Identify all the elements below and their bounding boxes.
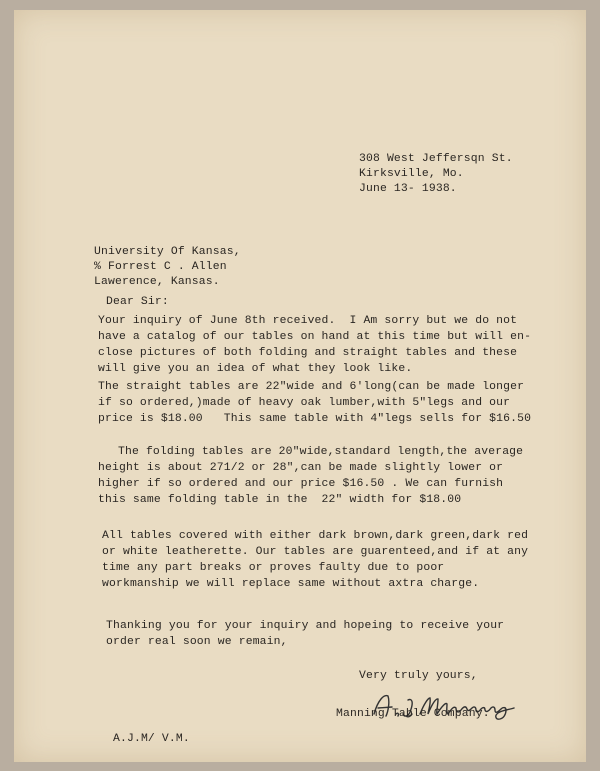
typist-initials: A.J.M/ V.M. xyxy=(113,733,190,745)
body-line: have a catalog of our tables on hand at this time but will en- xyxy=(98,331,532,343)
body-line: order real soon we remain, xyxy=(106,636,288,648)
body-line: Your inquiry of June 8th received. I Am sorry but we do not xyxy=(98,315,518,327)
company-name: Manning Table Company. xyxy=(336,708,490,720)
body-line: Thanking you for your inquiry and hopeing to receive your xyxy=(106,620,505,632)
body-line: close pictures of both folding and straight tables and these xyxy=(98,347,518,359)
body-line: The straight tables are 22"wide and 6'long(can be made longer xyxy=(98,381,525,393)
body-line: workmanship we will replace same without axtra charge. xyxy=(102,578,480,590)
body-line: time any part breaks or proves faulty due to poor xyxy=(102,562,445,574)
letter-page xyxy=(14,10,586,762)
body-line: if so ordered,)made of heavy oak lumber,with 5"legs and our xyxy=(98,397,511,409)
recipient-line: % Forrest C . Allen xyxy=(94,261,227,273)
recipient-line: Lawerence, Kansas. xyxy=(94,276,220,288)
salutation: Dear Sir: xyxy=(106,296,169,308)
body-line: The folding tables are 20"wide,standard length,the average xyxy=(118,446,524,458)
letter-date: June 13- 1938. xyxy=(359,183,457,195)
sender-address-line: Kirksville, Mo. xyxy=(359,168,464,180)
body-line: All tables covered with either dark brown,dark green,dark red xyxy=(102,530,529,542)
body-line: will give you an idea of what they look like. xyxy=(98,363,413,375)
body-line: height is about 271/2 or 28",can be made slightly lower or xyxy=(98,462,504,474)
recipient-line: University Of Kansas, xyxy=(94,246,241,258)
body-line: higher if so ordered and our price $16.50 . We can furnish xyxy=(98,478,504,490)
sender-address-line: 308 West Jeffersqn St. xyxy=(359,153,513,165)
body-line: price is $18.00 This same table with 4"legs sells for $16.50 xyxy=(98,413,532,425)
body-line: or white leatherette. Our tables are guarenteed,and if at any xyxy=(102,546,529,558)
closing: Very truly yours, xyxy=(359,670,478,682)
body-line: this same folding table in the 22" width for $18.00 xyxy=(98,494,462,506)
